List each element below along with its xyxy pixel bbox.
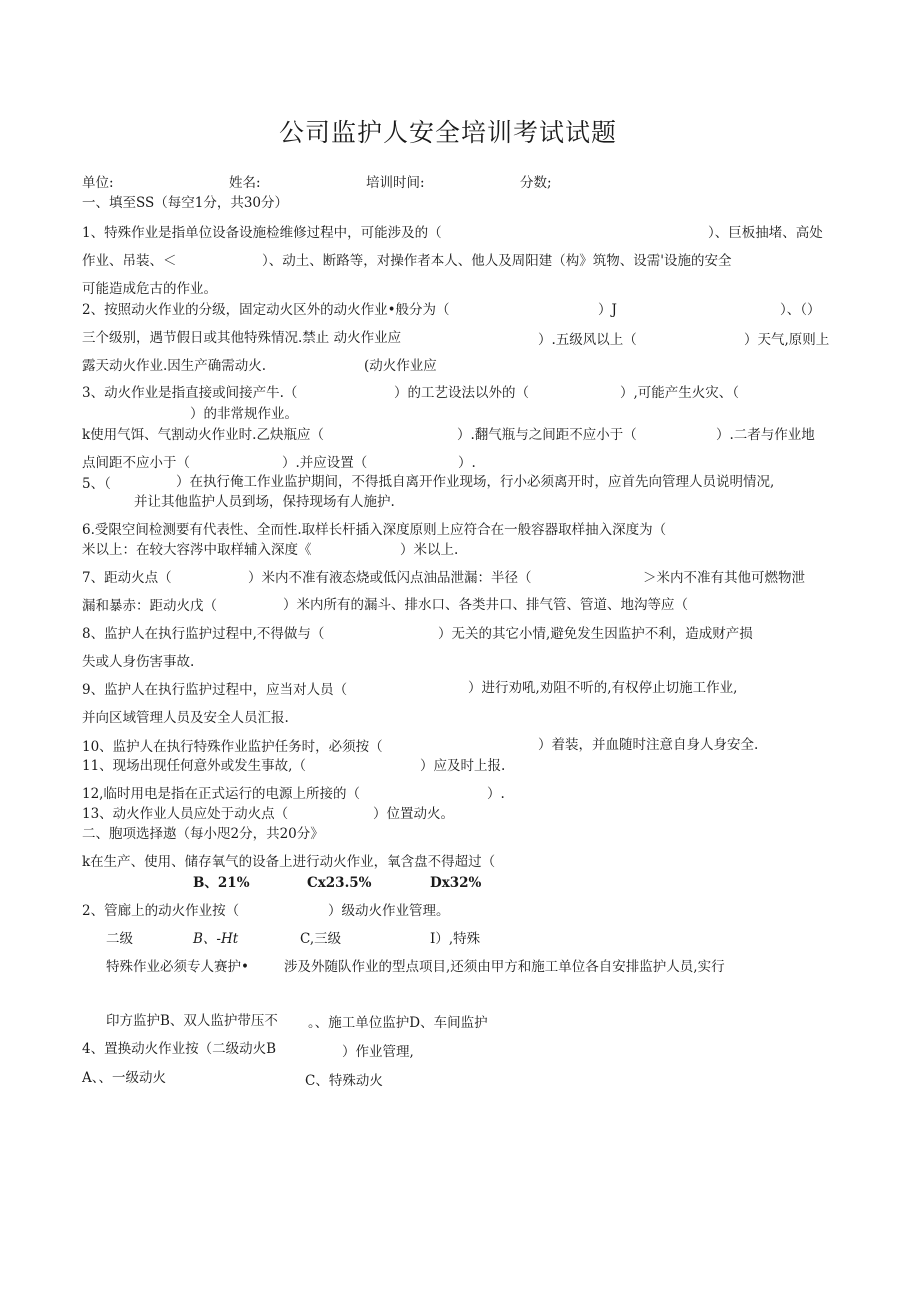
mc2-option-c: C,三级 <box>300 931 342 947</box>
q10-b: ）着装，并血随时注意自身人身安全. <box>538 737 759 753</box>
mc3-option-b: 。、施工单位监护D、车间监护 <box>308 1015 488 1031</box>
q4-line2-a: 点间距不应小于（ <box>82 455 190 471</box>
q1-line1-a: 1、特殊作业是指单位设备设施检维修过程中，可能涉及的（ <box>82 225 442 241</box>
q4-line1-b: ）.翻气瓶与之间距不应小于（ <box>457 427 637 443</box>
section1-heading: 一、填至SS（每空1分，共30分） <box>82 195 289 211</box>
q13-b: ）位置动火。 <box>373 806 454 822</box>
q8-line1-a: 8、监护人在执行监护过程中,不得做与（ <box>82 626 325 642</box>
mc2-option-d: I）,特殊 <box>430 931 481 947</box>
q13-a: 13、动火作业人员应处于动火点（ <box>82 806 289 822</box>
mc1-option-b: B、21% <box>193 875 250 891</box>
q4-line2-c: ）. <box>458 455 476 471</box>
q11-a: 11、现场出现任何意外或发生事故,（ <box>82 758 306 774</box>
q10-a: 10、监护人在执行特殊作业监护任务时，必须按（ <box>82 739 383 755</box>
q2-line2-b: ）.五级风以上（ <box>538 332 637 348</box>
q12-b: ）. <box>487 786 505 802</box>
section2-heading: 二、胞项选择遨（每小咫2分，共20分》 <box>82 826 324 842</box>
q5-line1-a: 5、（ <box>82 476 111 492</box>
q5-line1-b: ）在执行俺工作业监护期间，不得抵自离开作业现场，行小必须离开时，应首先向管理人员说明情况, <box>176 474 775 490</box>
mc1-option-d: Dx32% <box>430 875 482 891</box>
mc1-option-c: Cx23.5% <box>307 875 372 891</box>
q7-line1-c: ＞米内不准有其他可燃物泄 <box>643 570 805 586</box>
q1-line2-b: ）、动土、断路等，对操作者本人、他人及周阳建（构》筑物、设需'设施的安全 <box>262 253 732 269</box>
q2-line3-a: 露天动火作业.因生产确需动火. <box>82 358 267 374</box>
q3-line1-a: 3、动火作业是指直接或间接产牛.（ <box>82 385 298 401</box>
q7-line1-a: 7、距动火点（ <box>82 570 172 586</box>
q3-line1-c: ）,可能产生火灾、（ <box>620 385 740 401</box>
q7-line2-b: ）米内所有的漏斗、排水口、各类井口、排气管、管道、地沟等应（ <box>283 597 688 613</box>
q4-line1-a: k使用气饵、气割动火作业时.乙炔瓶应（ <box>82 427 324 443</box>
q2-line3-b: (动火作业应 <box>364 358 437 374</box>
q1-line2-a: 作业、吊装、＜ <box>82 253 177 269</box>
q2-line1-c: ）、（） <box>780 302 821 318</box>
q7-line2-a: 漏和暴赤：距动火戊（ <box>82 598 217 614</box>
q3-line1-b: ）的工艺设法以外的（ <box>394 385 529 401</box>
mc4-option-c: C、特殊动火 <box>305 1073 383 1089</box>
name-label: 姓名: <box>229 175 261 191</box>
mc1-question: k在生产、使用、储存氧气的设备上进行动火作业，氧含盘不得超过（ <box>82 854 496 870</box>
exam-title: 公司监护人安全培训考试试题 <box>279 118 618 147</box>
q6-line2-a: 米以上：在较大容涔中取样辅入深度《 <box>82 542 312 558</box>
score-label: 分数; <box>520 175 552 191</box>
q9-line1-b: ）进行劝吼,劝阻不听的,有权停止切施工作业, <box>468 680 738 696</box>
q8-line2: 失或人身伤害事故. <box>82 654 195 670</box>
unit-label: 单位: <box>82 175 114 191</box>
mc4-question-b: ）作业管理, <box>342 1044 414 1060</box>
mc2-question-b: ）级动火作业管理。 <box>328 903 450 919</box>
mc3-option-a: 印方监护B、双人监护带压不 <box>106 1013 278 1029</box>
q1-line1-b: ）、巨板抽堵、高处 <box>708 225 823 241</box>
q2-line2-a: 三个级别，遇节假日或其他特殊情况.禁止 动火作业应 <box>82 330 402 346</box>
q7-line1-b: ）米内不准有液态烧或低闪点油品泄漏：半径（ <box>248 570 532 586</box>
mc4-question-a: 4、置换动火作业按（二级动火B <box>82 1041 277 1057</box>
mc3-question-b: 涉及外随队作业的型点项目,还须由甲方和施工单位各自安排监护人员,实行 <box>284 959 725 975</box>
q1-line3: 可能造成危古的作业。 <box>82 281 217 297</box>
q11-b: ）应及时上报. <box>420 758 506 774</box>
training-time-label: 培训时间: <box>366 175 425 191</box>
q12-a: 12,临时用电是指在正式运行的电源上所接的（ <box>82 786 360 802</box>
q2-line2-c: ）天气,原则上 <box>744 332 830 348</box>
q2-line1-a: 2、按照动火作业的分级，固定动火区外的动火作业•般分为（ <box>82 302 450 318</box>
q6-line2-b: ）米以上. <box>400 542 459 558</box>
q8-line1-b: ）无关的其它小情,避免发生因监护不利，造成财产损 <box>438 626 753 642</box>
q6-line1: 6.受限空间检测要有代表性、全而性.取样长杆插入深度原则上应符合在一般容器取样抽入深度为（ <box>82 522 667 538</box>
mc3-question-a: 特殊作业必须专人赛护• <box>106 959 249 975</box>
q5-line2: 并让其他监护人员到场，保持现场有人施护. <box>134 494 395 510</box>
mc2-option-a: 二级 <box>106 931 133 947</box>
q4-line2-b: ）.并应设置（ <box>282 455 368 471</box>
q4-line1-c: ）.二者与作业地 <box>716 427 815 443</box>
mc2-question-a: 2、管廊上的动火作业按（ <box>82 903 240 919</box>
q9-line2: 并向区域管理人员及安全人员汇报. <box>82 710 289 726</box>
q9-line1-a: 9、监护人在执行监护过程中，应当对人员（ <box>82 682 348 698</box>
q2-line1-b: ）J <box>598 302 617 318</box>
mc2-option-b: B、-Ht <box>193 931 239 947</box>
q3-line2: ）的非常规作业。 <box>190 406 298 422</box>
mc4-option-a: A、、一级动火 <box>82 1070 166 1086</box>
